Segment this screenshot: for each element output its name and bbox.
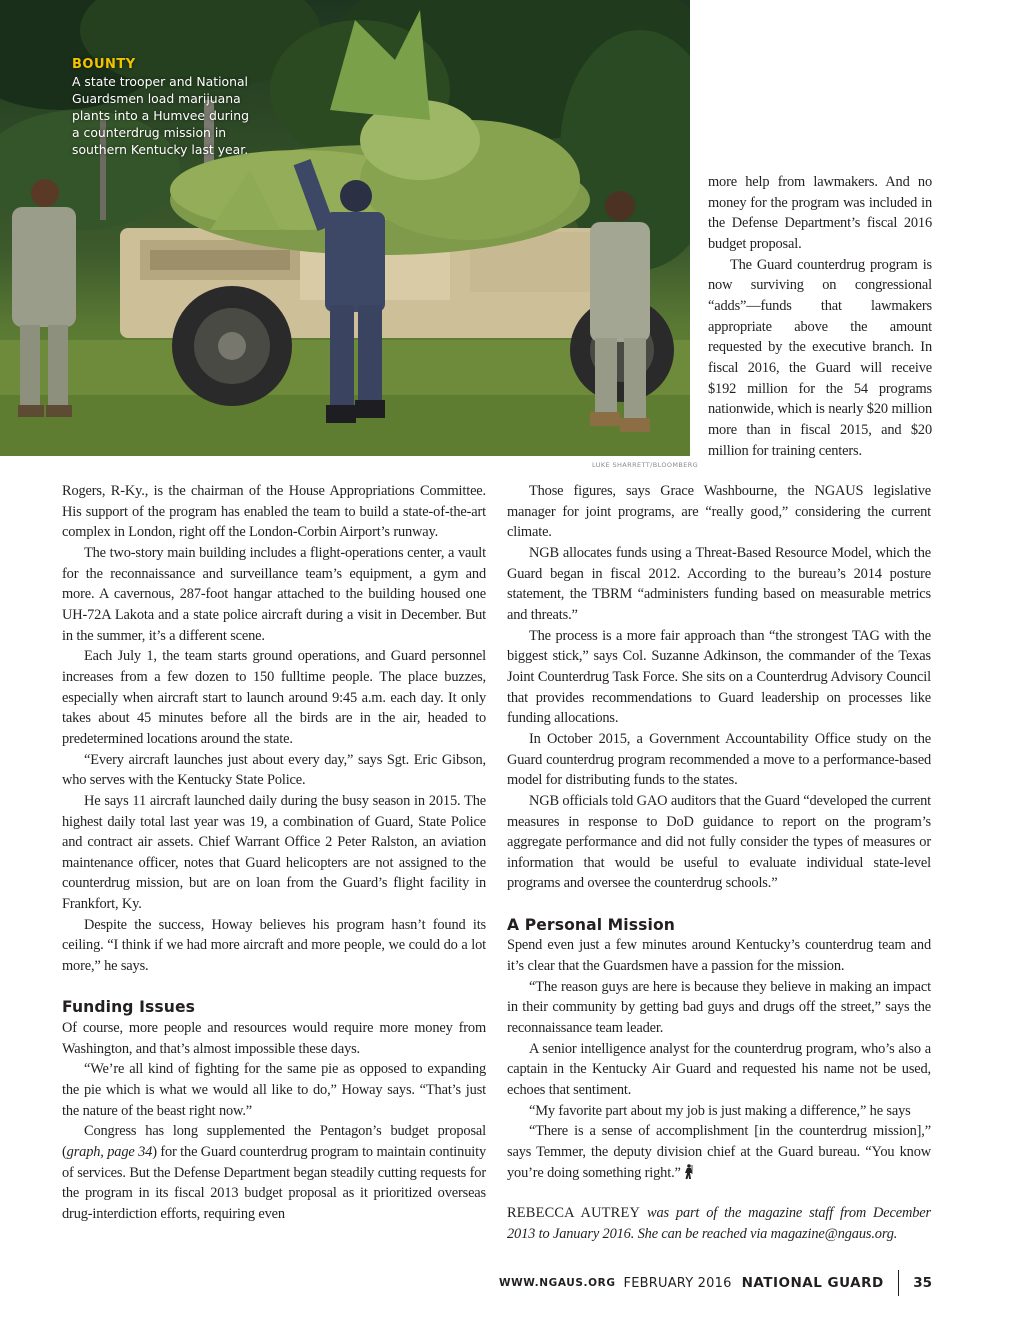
photo-credit: LUKE SHARRETT/BLOOMBERG [592, 461, 699, 469]
paragraph: NGB allocates funds using a Threat-Based Resource Model, which the Guard began in fiscal 2012. According to the bureau’s 2014 posture statement, the TBRM “administers funding based on measurable metrics and threats.” [507, 544, 931, 623]
paragraph: Those figures, says Grace Washbourne, the NGAUS legislative manager for joint programs, are “really good,” considering the current climate. [507, 483, 931, 541]
graph-reference: graph, page 34 [66, 1143, 153, 1160]
column-left [62, 481, 486, 1225]
lead-photo [0, 0, 690, 456]
section-heading-personal-mission: A Personal Mission [507, 915, 675, 934]
paragraph: NGB officials told GAO auditors that the Guard “developed the current measures in response to DoD guidance to report on the program’s aggregate performance and did not fully consider the types of measures or information that would be useful to evaluate individual state-level programs and oversee the counterdrug schools.” [507, 792, 931, 892]
photo-caption [72, 56, 257, 158]
column-right [507, 481, 931, 1245]
paragraph: The Guard counterdrug program is now surviving on congressional “adds”—funds that lawmakers appropriate above the amount requested by the executive branch. In fiscal 2016, the Guard will receive $192 million for the 54 programs nationwide, which is nearly $20 million more than in fiscal 2015, and $20 million for training centers. [708, 256, 932, 459]
author-bio [507, 1203, 931, 1244]
author-bio-text: was part of the magazine staff from December 2013 to January 2016. She can be reached via magazine@ngaus.org. [507, 1205, 931, 1242]
paragraph: “We’re all kind of fighting for the same pie as opposed to expanding the pie which is what we would all like to do,” Howay says. “That’s just the nature of the beast right now.” [62, 1061, 486, 1119]
paragraph: The two-story main building includes a flight-operations center, a vault for the reconnaissance and surveillance team’s equipment, a gym and more. A cavernous, 287-foot hangar attached to the building housed one UH-72A Lakota and a state police aircraft during a visit in December. But in the summer, it’s a different scene. [62, 544, 486, 644]
paragraph: The process is a more fair approach than “the strongest TAG with the biggest stick,” says Col. Suzanne Adkinson, the commander of the Texas Joint Counterdrug Task Force. She sits on a Counterdrug Advisory Council that provides recommendations to Guard leadership on processes like funding allocations. [507, 627, 931, 727]
column-right-top [708, 172, 932, 461]
paragraph-congress: Congress has long supplemented the Pentagon’s budget proposal (graph, page 34) for the Guard counterdrug program to maintain continuity of services. But the Defense Department began steadily cutting requests for the program in its fiscal 2013 budget proposal as it prioritized overseas drug-interdiction efforts, requiring even [62, 1123, 486, 1222]
paragraph-final: “There is a sense of accomplishment [in the counterdrug mission],” says Temmer, the deputy division chief at the Guard bureau. “You know you’re doing something right.” [507, 1123, 931, 1181]
caption-text: A state trooper and National Guardsmen load marijuana plants into a Humvee during a counterdrug mission in southern Kentucky last year. [72, 74, 249, 157]
paragraph: Despite the success, Howay believes his program hasn’t found its ceiling. “I think if we had more aircraft and more people, we could do a lot more,” he says. [62, 916, 486, 975]
paragraph: “My favorite part about my job is just making a difference,” he says [529, 1102, 911, 1119]
caption-kicker: BOUNTY [72, 57, 136, 72]
paragraph: Spend even just a few minutes around Kentucky’s counterdrug team and it’s clear that the Guardsmen have a passion for the mission. [507, 937, 931, 975]
page-footer [499, 1272, 932, 1294]
paragraph: A senior intelligence analyst for the counterdrug program, who’s also a captain in the Kentucky Air Guard and requested his name not be used, echoes that sentiment. [507, 1040, 931, 1099]
page-number: 35 [913, 1275, 932, 1291]
paragraph: more help from lawmakers. And no money for the program was included in the Defense Department’s fiscal 2016 budget proposal. [708, 174, 932, 252]
footer-url[interactable]: WWW.NGAUS.ORG [498, 1277, 616, 1289]
paragraph: “The reason guys are here is because they believe in making an impact in their community by getting bad guys and drugs off the street,” says the reconnaissance team leader. [507, 978, 931, 1037]
footer-divider [898, 1270, 900, 1296]
paragraph: He says 11 aircraft launched daily during the busy season in 2015. The highest daily total last year was 19, a combination of Guard, State Police and contract air assets. Chief Warrant Office 2 Peter Ralston, an aviation maintenance officer, notes that Guard helicopters are not assigned to the counterdrug mission, but are on loan from the Guard’s flight facility in Frankfort, Ky. [62, 792, 486, 913]
footer-date: FEBRUARY 2016 [623, 1275, 732, 1291]
paragraph: In October 2015, a Government Accountability Office study on the Guard counterdrug program recommended a move to a performance-based model for distributing funds to the states. [507, 730, 931, 789]
paragraph: Of course, more people and resources would require more money from Washington, and that’s almost impossible these days. [62, 1020, 486, 1057]
paragraph: Rogers, R-Ky., is the chairman of the House Appropriations Committee. His support of the program has enabled the team to build a state-of-the-art complex in London, right off the London-Corbin Airport’s runway. [62, 483, 486, 541]
paragraph: “Every aircraft launches just about every day,” says Sgt. Eric Gibson, who serves with the Kentucky State Police. [62, 751, 486, 789]
author-name: REBECCA AUTREY [507, 1205, 641, 1222]
footer-magazine-name: NATIONAL GUARD [741, 1275, 884, 1291]
section-heading-funding-issues: Funding Issues [62, 998, 196, 1017]
minuteman-end-icon [684, 1164, 694, 1180]
paragraph: Each July 1, the team starts ground operations, and Guard personnel increases from a few dozen to 150 fulltime people. The place buzzes, especially when aircraft start to launch around 9:45 a.m. each day. It only takes about 45 minutes before all the birds are in the air, headed to predetermined locations around the state. [62, 648, 486, 747]
